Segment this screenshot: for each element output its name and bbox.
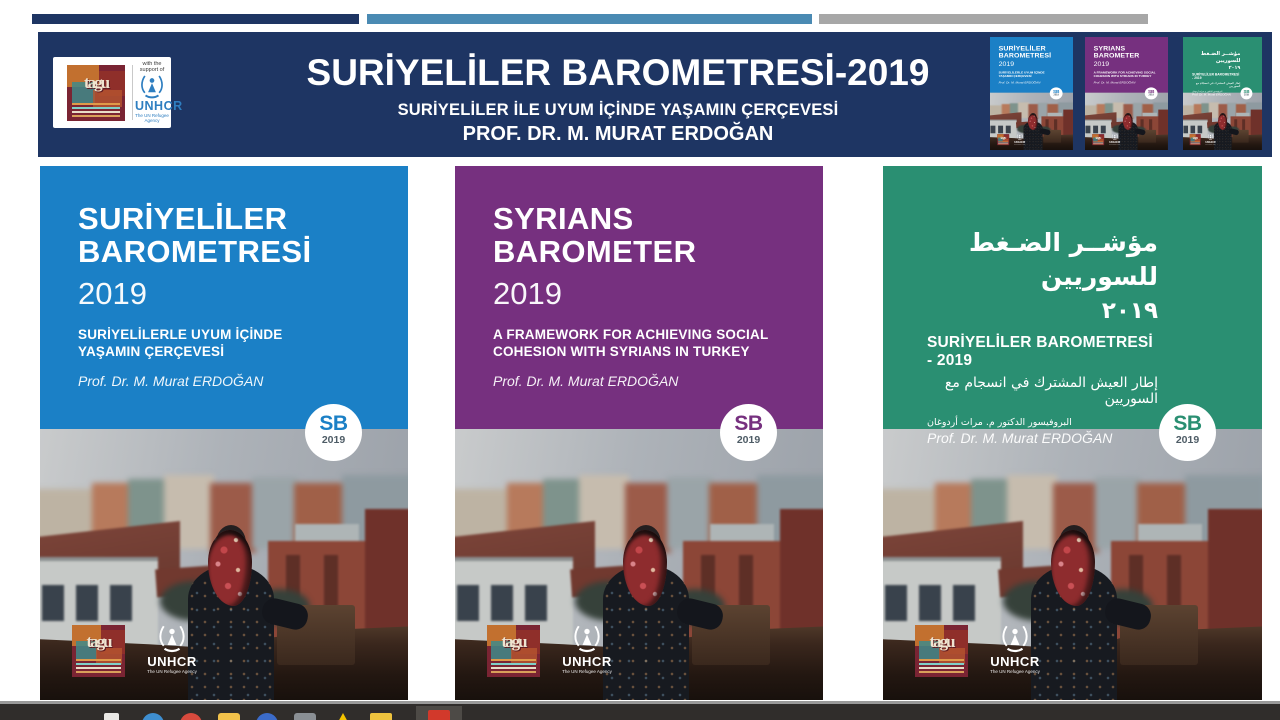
browser-blue-icon[interactable]: [142, 713, 164, 720]
unhcr-emblem-icon: [139, 75, 165, 99]
thumb-cover-en: [1085, 37, 1168, 150]
unhcr-wordmark: UNHCR: [1014, 140, 1026, 144]
cover-tr-text: [999, 45, 1069, 85]
cover-photo: [883, 429, 1262, 700]
sb-2019-badge: SB 2019: [1241, 87, 1253, 99]
cover-photo: [1183, 93, 1262, 150]
thumbnail-cover-ar: [1183, 37, 1262, 150]
warning-icon[interactable]: [332, 713, 354, 720]
cover-author: Prof. Dr. M. Murat ERDOĞAN: [78, 373, 264, 389]
tagu-logo: [487, 625, 540, 677]
cover-author: Prof. Dr. M. Murat ERDOĞAN: [927, 430, 1113, 446]
unhcr-tagline: The UN Refugee Agency: [147, 669, 197, 674]
cover-year-arabic: ٢٠١٩: [1101, 298, 1158, 324]
cover-turkish-line: SURİYELİLER BAROMETRESİ - 2019: [1192, 72, 1240, 80]
thumbnail-cover-tr: [990, 37, 1073, 150]
cover-photo: [1085, 93, 1168, 150]
app-blue-icon[interactable]: [256, 713, 278, 720]
cover-subtitle-arabic: إطار العيش المشترك في انسجام مع السوريين: [944, 375, 1158, 407]
thumb-cover-ar: [1183, 37, 1262, 150]
tagu-wordmark: tagu: [86, 632, 111, 652]
unhcr-wordmark: UNHCR: [1205, 140, 1216, 144]
file-explorer-icon[interactable]: [104, 713, 119, 720]
top-bar-gray: [819, 14, 1148, 24]
unhcr-logo: [140, 625, 204, 674]
sb-2019-badge: SB 2019: [720, 404, 777, 461]
tagu-wordmark: tagu: [1192, 135, 1198, 140]
slide-title: SURİYELİLER BAROMETRESİ-2019: [306, 52, 930, 93]
tagu-wordmark: tagu: [83, 72, 109, 92]
cover-ar-colorblock: [1183, 37, 1262, 97]
unhcr-wordmark: UNHCR: [562, 654, 612, 669]
unhcr-support-text: with the support of: [139, 61, 165, 73]
powerpoint-active-icon[interactable]: [416, 706, 462, 720]
woman-headscarf: [1028, 114, 1038, 130]
cover-year: 2019: [1093, 60, 1110, 68]
unhcr-emblem-icon: [1016, 134, 1023, 140]
cover-author-arabic: البروفيسور الدكتور م. مرات أردوغان: [927, 417, 1072, 428]
unhcr-wordmark: UNHCR: [990, 654, 1040, 669]
cover-subtitle: A FRAMEWORK FOR ACHIEVING SOCIAL COHESION WITH SYRIANS IN TURKEY: [493, 327, 769, 359]
cover-en-colorblock: [455, 166, 823, 429]
cover-author-arabic: البروفيسور الدكتور م. مرات أردوغان: [1192, 90, 1223, 93]
unhcr-logo: [555, 625, 619, 674]
unhcr-emblem-icon: [1111, 134, 1118, 140]
cover-subtitle: SURİYELİLERLE UYUM İÇİNDE YAŞAMIN ÇERÇEVESİ: [998, 71, 1045, 78]
cover-year: 2019: [998, 60, 1015, 68]
unhcr-logo: [983, 625, 1047, 674]
browser-red-icon[interactable]: [180, 713, 202, 720]
cover-title: SURİYELİLER BAROMETRESİ: [998, 44, 1052, 59]
tagu-logo: [1190, 134, 1201, 145]
cover-en: [455, 166, 823, 700]
cover-year: 2019: [78, 276, 147, 311]
slide-author: PROF. DR. M. MURAT ERDOĞAN: [462, 123, 774, 145]
cover-tr-text: [78, 202, 388, 389]
cover-year: 2019: [493, 276, 562, 311]
notes-icon[interactable]: [370, 713, 392, 720]
cover-subtitle-arabic: إطار العيش المشترك في انسجام مع السوريين: [1195, 81, 1241, 88]
unhcr-logo: [1108, 134, 1122, 144]
tagu-logo: [67, 65, 125, 121]
cover-ar-colorblock: [883, 166, 1262, 446]
tagu-logo: [997, 134, 1009, 145]
cover-title: SYRIANS BAROMETER: [493, 201, 697, 269]
unhcr-emblem-icon: [1000, 625, 1030, 653]
tagu-wordmark: tagu: [929, 632, 954, 652]
top-bar-navy: [32, 14, 359, 24]
cover-en-text: [1094, 45, 1164, 85]
cover-en-text: [493, 202, 803, 389]
thumbnail-cover-en: [1085, 37, 1168, 150]
sb-2019-badge: SB 2019: [1159, 404, 1216, 461]
sb-2019-badge: SB 2019: [1145, 87, 1158, 99]
unhcr-emblem-icon: [1207, 134, 1213, 140]
unhcr-wordmark: UNHCR: [1109, 140, 1121, 144]
unhcr-emblem-icon: [572, 625, 602, 653]
sb-2019-badge: SB 2019: [305, 404, 362, 461]
cover-title: SURİYELİLER BAROMETRESİ: [78, 201, 312, 269]
tagu-logo: [1092, 134, 1104, 145]
taskbar: [0, 704, 1280, 720]
unhcr-logo: [135, 59, 183, 123]
unhcr-tagline: The UN Refugee Agency: [990, 669, 1040, 674]
unhcr-tagline: The UN Refugee Agency: [1109, 143, 1121, 145]
powerpoint-glyph: [428, 710, 450, 720]
unhcr-tagline: The UN Refugee Agency: [135, 113, 169, 123]
sb-2019-badge: SB 2019: [1050, 87, 1063, 99]
app-gray-icon[interactable]: [294, 713, 316, 720]
unhcr-tagline: The UN Refugee Agency: [562, 669, 612, 674]
thumb-cover-tr: [990, 37, 1073, 150]
cover-en-colorblock: [1085, 37, 1168, 93]
cover-author: Prof. Dr. M. Murat ERDOĞAN: [1093, 80, 1136, 85]
cover-photo: [990, 93, 1073, 150]
cover-author: Prof. Dr. M. Murat ERDOĞAN: [998, 80, 1041, 85]
cover-ar: [883, 166, 1262, 700]
unhcr-tagline: The UN Refugee Agency: [1014, 143, 1026, 145]
tagu-wordmark: tagu: [1000, 135, 1006, 140]
tagu-logo: [915, 625, 968, 677]
cover-title: SYRIANS BAROMETER: [1093, 44, 1140, 59]
unhcr-emblem-icon: [157, 625, 187, 653]
cover-title-arabic: مؤشــر الضـغط للسوريين: [1200, 50, 1241, 64]
cover-turkish-line: SURİYELİLER BAROMETRESİ - 2019: [927, 334, 1153, 369]
top-bar-steel: [367, 14, 812, 24]
cover-author: Prof. Dr. M. Murat ERDOĞAN: [493, 373, 679, 389]
cover-subtitle: SURİYELİLERLE UYUM İÇİNDE YAŞAMIN ÇERÇEVESİ: [78, 327, 283, 359]
woman-headscarf: [1218, 114, 1227, 130]
unhcr-tagline: The UN Refugee Agency: [1205, 143, 1216, 145]
unhcr-logo: [1204, 134, 1217, 144]
cover-photo: [40, 429, 408, 700]
slide-subtitle: SURİYELİLER İLE UYUM İÇİNDE YAŞAMIN ÇERÇEVESİ: [397, 101, 839, 119]
woman-headscarf: [1123, 114, 1133, 130]
cover-ar-text: [1192, 50, 1240, 97]
tagu-wordmark: tagu: [501, 632, 526, 652]
cover-tr-colorblock: [40, 166, 408, 429]
logo-divider: [132, 65, 133, 120]
cover-tr: [40, 166, 408, 700]
cover-photo: [455, 429, 823, 700]
cover-tr-colorblock: [990, 37, 1073, 93]
cover-subtitle: A FRAMEWORK FOR ACHIEVING SOCIAL COHESION WITH SYRIANS IN TURKEY: [1093, 71, 1156, 78]
folder-icon[interactable]: [218, 713, 240, 720]
cover-author: Prof. Dr. M. Murat ERDOĞAN: [1192, 92, 1231, 97]
cover-year-arabic: ٢٠١٩: [1228, 64, 1241, 71]
unhcr-wordmark: UNHCR: [135, 99, 183, 113]
cover-ar-text: [927, 226, 1158, 446]
tagu-logo: [72, 625, 125, 677]
unhcr-wordmark: UNHCR: [147, 654, 197, 669]
cover-title-arabic: مؤشــر الضـغط للسوريين: [968, 228, 1158, 291]
tagu-wordmark: tagu: [1095, 135, 1101, 140]
header-text-block: [258, 52, 978, 146]
unhcr-logo: [1013, 134, 1027, 144]
header-logo-box: [53, 57, 183, 128]
